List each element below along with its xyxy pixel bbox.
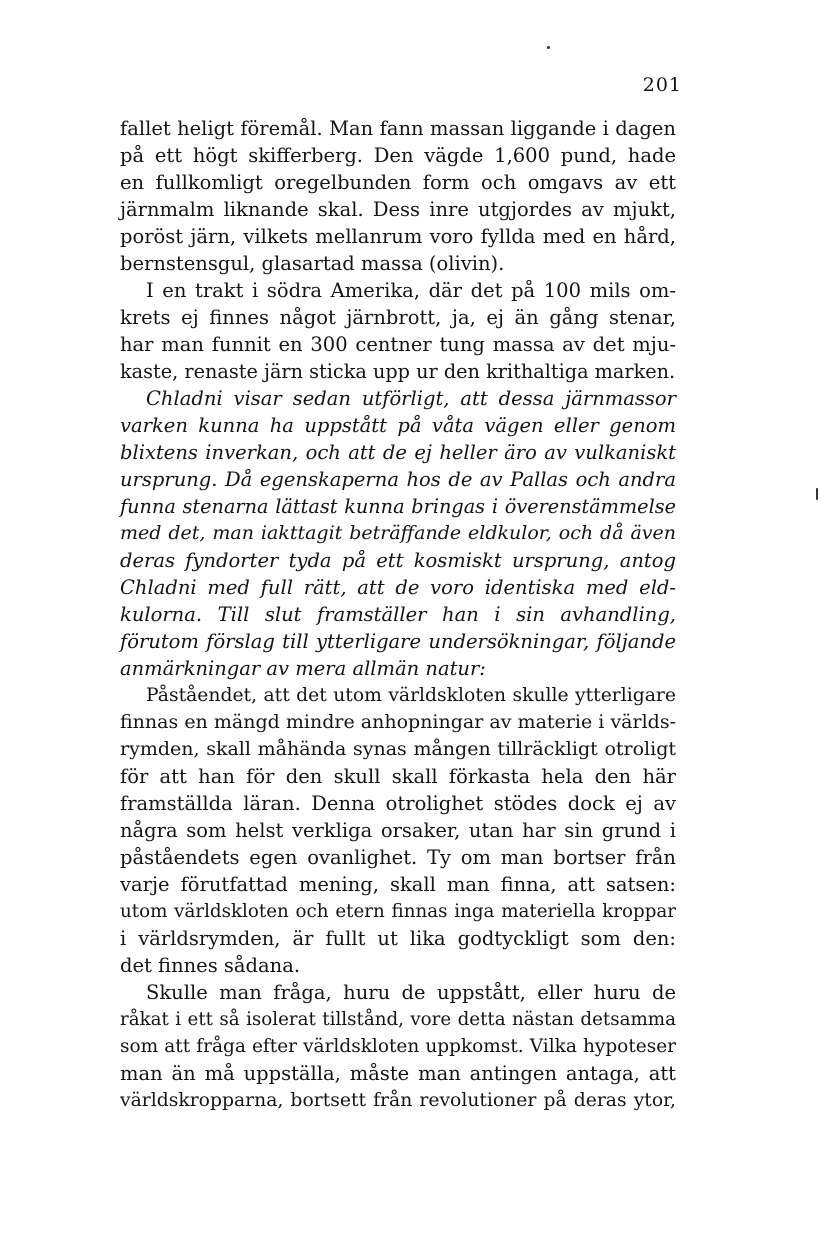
text-line: Skulle man fråga, huru de uppstått, eller huru de <box>146 981 676 1004</box>
text-line: kulorna. Till slut framställer han i sin avhandling, <box>120 603 676 626</box>
text-line: utom världskloten och etern finnas inga materiella kroppar <box>120 901 676 922</box>
text-line: som att fråga efter världskloten uppkomst. Vilka hypoteser <box>120 1036 676 1057</box>
text-line: krets ej finnes något järnbrott, ja, ej än gång stenar, <box>120 306 676 329</box>
text-line: finnas en mängd mindre anhopningar av materie i världs- <box>120 711 676 733</box>
text-line: blixtens inverkan, och att de ej heller äro av vulkaniskt <box>120 441 676 464</box>
text-line: bernstensgul, glasartad massa (olivin). <box>120 252 505 275</box>
text-line: Chladni visar sedan utförligt, att dessa järnmassor <box>146 387 676 410</box>
text-line: varken kunna ha uppstått på våta vägen eller genom <box>120 414 676 437</box>
text-line: deras fyndorter tyda på ett kosmiskt ursprung, antog <box>120 549 676 572</box>
text-line: Påståendet, att det utom världskloten skulle ytterligare <box>146 685 676 706</box>
text-line: man än må uppställa, måste man antingen antaga, att <box>120 1062 676 1085</box>
paragraph <box>120 115 676 277</box>
text-line: påståendets egen ovanlighet. Ty om man bortser från <box>120 846 676 869</box>
text-line: funna stenarna lättast kunna bringas i överenstämmelse <box>120 495 676 518</box>
text-line: fallet heligt föremål. Man fann massan liggande i dagen <box>120 117 676 140</box>
text-line: en fullkomligt oregelbunden form och omgavs av ett <box>120 171 676 194</box>
text-line: det finnes sådana. <box>120 954 301 977</box>
text-line: poröst järn, vilkets mellanrum voro fyllda med en hård, <box>120 225 676 248</box>
text-line: har man funnit en 300 centner tung massa av det mju- <box>120 333 676 356</box>
text-line: Chladni med full rätt, att de voro identiska med eld- <box>120 576 676 599</box>
scan-speck <box>816 488 818 500</box>
text-line: i världsrymden, är fullt ut lika godtyckligt som den: <box>120 927 676 950</box>
text-line: anmärkningar av mera allmän natur: <box>120 657 486 680</box>
text-line: på ett högt skifferberg. Den vägde 1,600 pund, hade <box>120 144 676 167</box>
paragraph <box>120 682 676 979</box>
body-text <box>120 115 676 1114</box>
text-line: järnmalm liknande skal. Dess inre utgjordes av mjukt, <box>120 198 676 221</box>
text-line: varje förutfattad mening, skall man finna, att satsen: <box>120 873 676 896</box>
text-line: framställda läran. Denna otrolighet stödes dock ej av <box>120 792 676 815</box>
page-number: 201 <box>642 74 682 96</box>
scan-speck <box>547 46 550 49</box>
text-line: råkat i ett så isolerat tillstånd, vore detta nästan detsamma <box>120 1009 676 1030</box>
text-line: världskropparna, bortsett från revolutioner på deras ytor, <box>120 1090 676 1111</box>
text-line: förutom förslag till ytterligare undersökningar, följande <box>120 630 676 653</box>
text-line: kaste, renaste järn sticka upp ur den krithaltiga marken. <box>120 360 676 383</box>
text-line: några som helst verkliga orsaker, utan har sin grund i <box>120 819 676 842</box>
paragraph <box>120 979 676 1114</box>
text-line: ursprung. Då egenskaperna hos de av Pallas och andra <box>120 468 676 491</box>
text-line: med det, man iakttagit beträffande eldkulor, och då även <box>120 522 676 544</box>
italic-paragraph <box>120 385 676 682</box>
text-line: för att han för den skull skall förkasta hela den här <box>120 765 676 788</box>
text-line: rymden, skall måhända synas mången tillräckligt otroligt <box>120 738 676 760</box>
text-line: I en trakt i södra Amerika, där det på 100 mils om- <box>146 279 676 302</box>
paragraph <box>120 277 676 385</box>
